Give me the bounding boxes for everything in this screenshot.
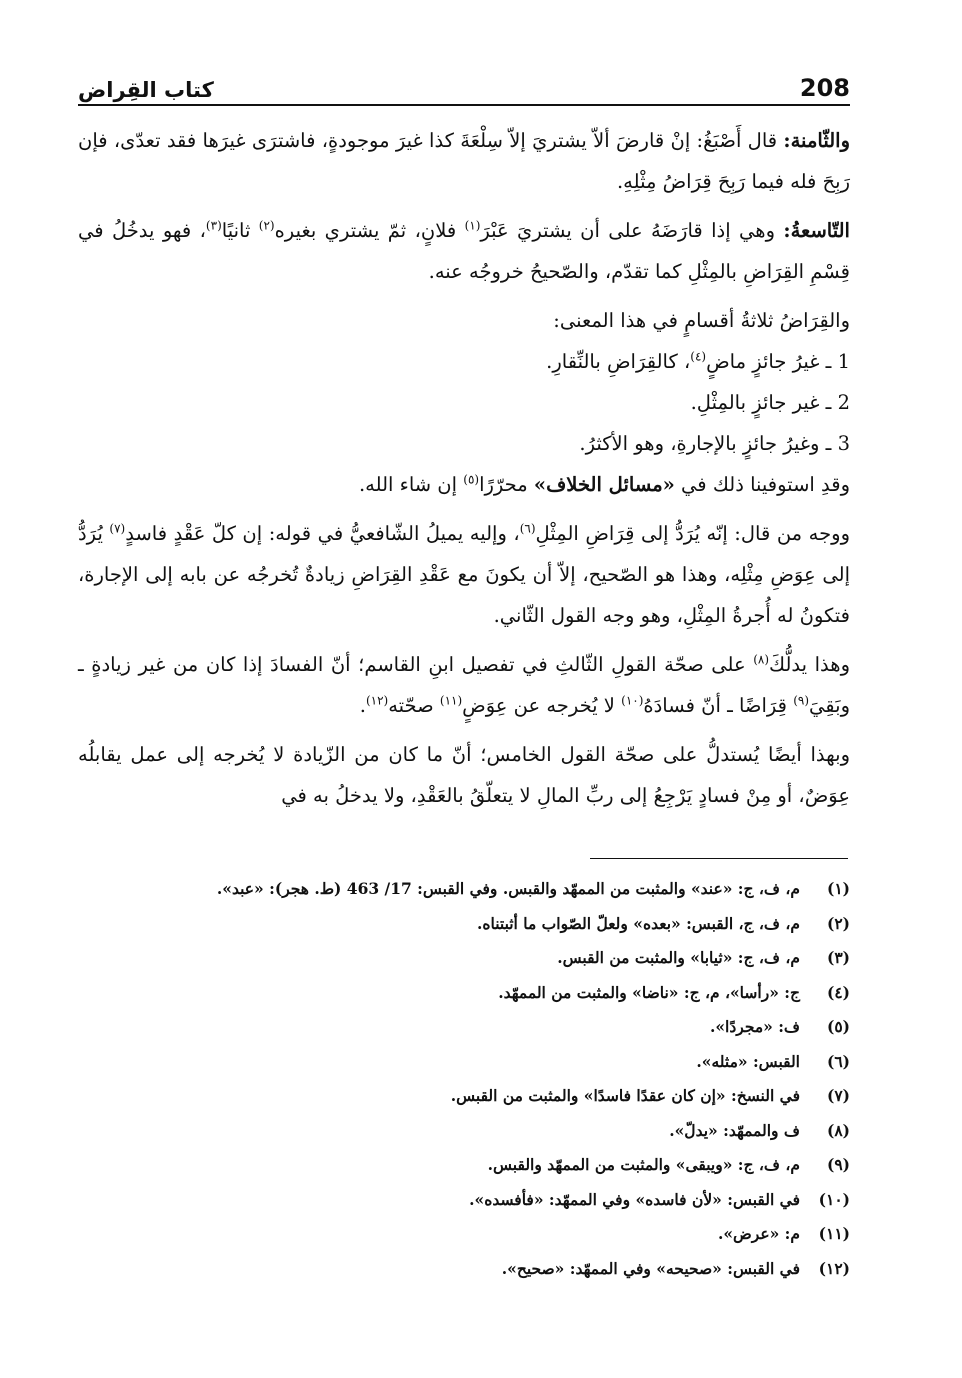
- main-text: [78, 120, 850, 824]
- footnote-text: في القبس: «صحيحه» وفي الممهّد: «صحيح».: [501, 1258, 800, 1278]
- footnote-number: (٥): [826, 1017, 850, 1036]
- footnote: [78, 976, 850, 1011]
- paragraph-qirad-types: والقِرَاضُ ثلاثةُ أقسامٍ في هذا المعنى:: [553, 309, 850, 332]
- footnote-ref[interactable]: (٦): [519, 521, 536, 536]
- footnotes: [78, 872, 850, 1286]
- footnote-number: (١): [826, 879, 850, 898]
- footnote-number: (١٠): [818, 1189, 850, 1209]
- paragraph-lead: التّاسعةُ:: [783, 219, 850, 242]
- footnote: [78, 907, 850, 942]
- header-rule: [78, 104, 850, 106]
- paragraph-fifth-view: وبهذا أيضًا يُستدلُّ على صحّة القول الخامس؛ أنّ ما كان من الزّيادة لا يُخرجه إلى عمل يقابلُه عِوَضٌ، أو مِنْ فسادٍ يَرْجِعُ إلى ربِّ المالِ لا يتعلّقُ بالعَقْدِ، ولا يدخلُ به في: [78, 743, 850, 807]
- page-number: 208: [799, 74, 850, 102]
- page-header: [78, 62, 850, 102]
- footnote-ref[interactable]: (١٠): [621, 693, 644, 708]
- paragraph-text: وهي إذا قارَضَهُ على أن يشتريَ عَبْرَ: [480, 219, 784, 242]
- footnote-text: م، ف، ج، القبس: «بعده» ولعلّ الصّواب ما أثبتناه.: [476, 913, 800, 933]
- paragraph-ibn-qasim: وهذا يدلُّكَ$^{(٨)}$ على صحّة القولِ الثّالثِ في تفصيل ابنِ القاسم؛ أنّ الفسادَ إذا كان من غير زيادةٍ ـ وبَقِيَ$^{(٩)}$ قِرَاضًا ـ أنّ فسادَهُ$^{(١٠)}$ لا يُخرجه عن عِوَضٍ$^{(١١)}$ صحّته$^{(١٢)}$.: [78, 652, 850, 717]
- footnote-number: (٦): [826, 1051, 850, 1071]
- paragraph-eighth: [78, 120, 850, 202]
- footnote-text: في النسخ: «إن كان عقدًا فاسدًا» والمثبت من القبس.: [450, 1086, 800, 1105]
- footnote-number: (٨): [826, 1120, 850, 1140]
- paragraph-text: ، فهو يدخُلُ في قِسْمِ القِرَاضِ بالمِثْلِ كما تقدّم، والصّحيحُ خروجُه عنه.: [78, 219, 850, 283]
- footnote-ref[interactable]: (٥): [463, 472, 480, 487]
- paragraph-khilaf: وقدِ استوفينا ذلك في «مسائل الخلاف» محرّرًا$^{(٥)}$ إن شاء الله.: [358, 472, 850, 496]
- footnote-text: ف والممهّد: «يدلّ».: [669, 1120, 800, 1140]
- footnote-text: في القبس: «لأن فاسده» وفي الممهّد: «فأفسده».: [469, 1189, 800, 1209]
- footnote-text: م، ف، ج: «ويبقى» والمثبت من الممهّد والقبس.: [487, 1155, 800, 1174]
- book-reference: «مسائل الخلاف»: [533, 473, 675, 496]
- list-item: 1 ـ غيرُ جائزٍ ماضٍ$^{(٤)}$، كالقِرَاضِ بالنِّقارِ.: [546, 349, 850, 373]
- paragraph-text: ثانيًا: [221, 219, 259, 242]
- footnote-separator: [590, 858, 848, 859]
- footnote-number: (٢): [826, 913, 850, 933]
- footnote-number: (١٢): [818, 1258, 850, 1278]
- footnote-text: م، ف، ج: «ثيابا» والمثبت من القبس.: [557, 948, 800, 967]
- footnote-number: (٧): [826, 1086, 850, 1105]
- footnote-ref[interactable]: (٩): [793, 693, 810, 708]
- footnote-ref[interactable]: (١): [464, 218, 481, 233]
- footnote-number: (٩): [826, 1155, 850, 1174]
- footnote: [78, 941, 850, 976]
- running-title: كتاب القِراض: [78, 78, 214, 102]
- footnote: [78, 872, 850, 907]
- footnote: [78, 1045, 850, 1080]
- paragraph-ninth: [78, 210, 850, 292]
- footnote-ref[interactable]: (١٢): [365, 693, 389, 708]
- list-item: 2 ـ غير جائزٍ بالمِثْلِ.: [690, 391, 850, 414]
- footnote: [78, 1010, 850, 1045]
- paragraph-lead: والثّامنة:: [783, 129, 850, 152]
- footnote-ref[interactable]: (٤): [690, 349, 707, 364]
- footnote-number: (٤): [826, 982, 850, 1002]
- paragraph-text: قال أَصْبَغُ: إنْ قارضَ ألاّ يشتريَ إلاّ سِلْعَةَ كذا غيرَ موجودةٍ، فاشترَى غيرَها فقد تعدّى، فإن رَبِحَ فله فيما رَبِحَ قِرَاضُ مِثْلِهِ.: [78, 129, 850, 193]
- footnote: [78, 1148, 850, 1183]
- footnote: [78, 1079, 850, 1114]
- list-item: 3 ـ وغيرُ جائزٍ بالإجارةِ، وهو الأكثرُ.: [579, 432, 850, 455]
- footnote-number: (٣): [826, 948, 850, 967]
- footnote-ref[interactable]: (٧): [109, 521, 126, 536]
- paragraph-argument: ووجه من قال: إنّه يُرَدُّ إلى قِرَاضِ المِثْلِ$^{(٦)}$، وإليه يميلُ الشّافعيُّ في قوله: إن كلّ عَقْدٍ فاسدٍ$^{(٧)}$ يُرَدُّ إلى عِوَضِ مِثْلِه، وهذا هو الصّحيح، إلاّ أن يكونَ مع عَقْدِ القِرَاضِ زيادةٌ تُخرجُه عن بابه إلى الإجارة، فتكونُ له أُجرةُ المِثْلِ، وهو وجه القول الثّاني.: [78, 521, 850, 627]
- footnote: [78, 1114, 850, 1149]
- footnote-text: القبس: «مثله».: [696, 1051, 800, 1071]
- footnote: [78, 1217, 850, 1252]
- footnote-text: م: «عرض».: [717, 1224, 800, 1243]
- footnote: [78, 1252, 850, 1287]
- footnote-ref[interactable]: (٣): [205, 218, 222, 233]
- footnote-number: (١١): [818, 1224, 850, 1243]
- footnote-ref[interactable]: (٢): [258, 218, 275, 233]
- footnote-text: ج: «رأسا»، م، ج: «ناضا» والمثبت من الممهّد.: [498, 982, 800, 1002]
- footnote-ref[interactable]: (٨): [753, 652, 770, 667]
- footnote: [78, 1183, 850, 1218]
- paragraph-text: فلانٍ، ثمّ يشتري بغيره: [274, 219, 465, 242]
- footnote-text: ف: «مجردًا».: [709, 1017, 800, 1036]
- footnote-text: م، ف، ج: «عند» والمثبت من الممهّد والقبس. وفي القبس: 17/ 463 (ط. هجر): «عبد».: [216, 879, 800, 898]
- footnote-ref[interactable]: (١١): [439, 693, 463, 708]
